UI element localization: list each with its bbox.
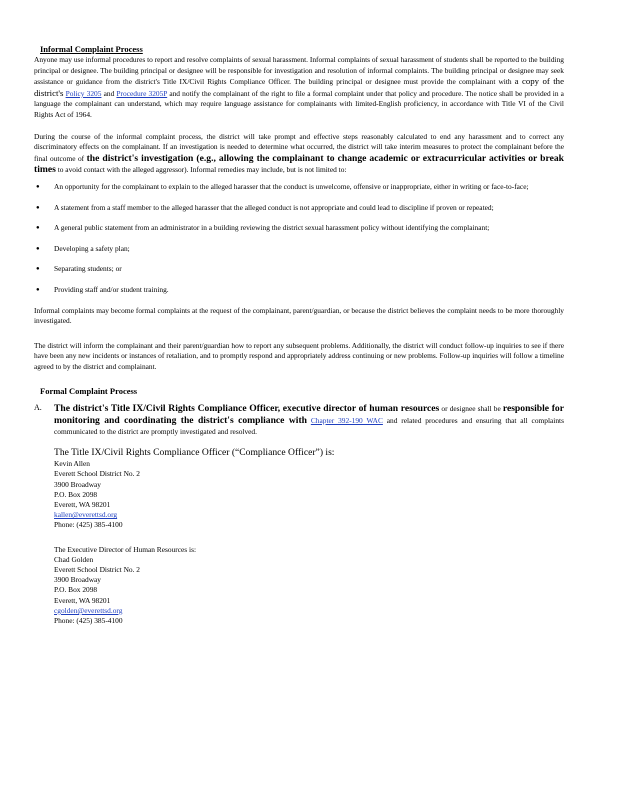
formal-item-a (34, 403, 564, 437)
item-small-a: or designee shall be (441, 404, 501, 414)
hr-director-address (54, 545, 564, 627)
chapter-392-190-wac-link[interactable]: Chapter 392-190 WAC (310, 416, 383, 426)
para2-text-a: During the course of the informal complaint process, the district will take prompt and effective steps reasonably calculated to end any harassment and to correct any discriminatory effects on the complainant. If an investigation is needed to determine what occurred, the district will take interim measures to protect the complainant before the final outcome of (34, 131, 564, 163)
compliance-officer-title: The Title IX/Civil Rights Compliance Officer (“Compliance Officer”) is: (54, 447, 335, 459)
formal-item-a-text (54, 403, 564, 437)
director-box: P.O. Box 2098 (54, 585, 98, 595)
para2-text-big: the district's investigation (e.g., allowing the complainant to change academic or extracurricular activities or break times (34, 152, 564, 176)
officer-name: Kevin Allen (54, 459, 90, 469)
para1-and: and (103, 88, 115, 98)
para1-text-c: and notify the complainant of the right to file a formal complaint under that policy and procedure. The notice shall be provided in a language the complainant can understand, which may require language assistance for complainants with limited-English proficiency, in accordance with Title VI of the Civil Rights Act of 1964. (34, 88, 564, 119)
informal-paragraph-3: Informal complaints may become formal complaints at the request of the complainant, parent/guardian, or because the district believes the complaint needs to be more thoroughly investigated. (34, 305, 564, 326)
item-text-c: and related procedures and ensuring that all complaints communicated to the district are promptly investigated and resolved. (54, 416, 564, 436)
list-item: ● Providing staff and/or student training. (34, 285, 564, 296)
informal-remedies-list (34, 182, 564, 296)
list-item: ● Separating students; or (34, 264, 564, 275)
director-phone: Phone: (425) 385-4100 (54, 616, 123, 626)
item-marker: A. (34, 403, 42, 413)
document-page (34, 44, 564, 626)
item-big-b: responsible for monitoring and coordinating the district's compliance with (54, 403, 564, 427)
officer-box: P.O. Box 2098 (54, 489, 98, 499)
director-org: Everett School District No. 2 (54, 565, 141, 575)
informal-paragraph-2 (34, 132, 564, 176)
director-email-link[interactable]: cgolden@everettsd.org (54, 605, 123, 615)
officer-phone: Phone: (425) 385-4100 (54, 520, 123, 530)
procedure-3205p-link[interactable]: Procedure 3205P (116, 88, 168, 98)
informal-paragraph-4: The district will inform the complainant and their parent/guardian how to report any subsequent problems. Additionally, the district will conduct follow-up inquiries to see if there have been any new incidents or instances of retaliation, and to promptly respond and appropriately address continuing or new problems. Follow-up inquiries will follow a timeline agreed to by the district and complainant. (34, 340, 564, 371)
list-item: ● An opportunity for the complainant to explain to the alleged harasser that the conduct is unwelcome, offensive or inappropriate, either in writing or face-to-face; (34, 182, 564, 193)
director-city: Everett, WA 98201 (54, 595, 111, 605)
officer-email-link[interactable]: kallen@everettsd.org (54, 510, 118, 520)
item-big-a: The district's Title IX/Civil Rights Compliance Officer, executive director of human resources (54, 403, 440, 415)
formal-heading: Formal Complaint Process (40, 386, 138, 397)
para1-text-b: a copy of the district's (34, 76, 564, 98)
list-item: ● Developing a safety plan; (34, 244, 564, 255)
list-item: ● A general public statement from an administrator in a building reviewing the district sexual harassment policy without identifying the complainant; (34, 223, 564, 234)
list-item: ● A statement from a staff member to the alleged harasser that the alleged conduct is not appropriate and could lead to discipline if proven or repeated; (34, 203, 564, 214)
policy-3205-link[interactable]: Policy 3205 (65, 88, 102, 98)
director-title: The Executive Director of Human Resources is: (54, 544, 197, 554)
officer-street: 3900 Broadway (54, 479, 102, 489)
informal-heading: Informal Complaint Process (40, 44, 143, 54)
informal-paragraph-1 (34, 55, 564, 121)
compliance-officer-address (54, 459, 564, 530)
para1-text-a: Anyone may use informal procedures to report and resolve complaints of sexual harassment. Informal complaints of sexual harassment of students shall be reported to the building principal or designee. The building principal or designee will be responsible for investigation and resolution of informal complaints. The building principal or designee may seek assistance or guidance from the district's Title IX/Civil Rights Compliance Officer. The building principal or designee must provide the complainant with (34, 55, 564, 87)
director-street: 3900 Broadway (54, 575, 102, 585)
officer-org: Everett School District No. 2 (54, 469, 141, 479)
para2-text-c: to avoid contact with the alleged aggressor). Informal remedies may include, but is not limited to: (57, 165, 347, 175)
director-name: Chad Golden (54, 554, 94, 564)
officer-city: Everett, WA 98201 (54, 500, 111, 510)
